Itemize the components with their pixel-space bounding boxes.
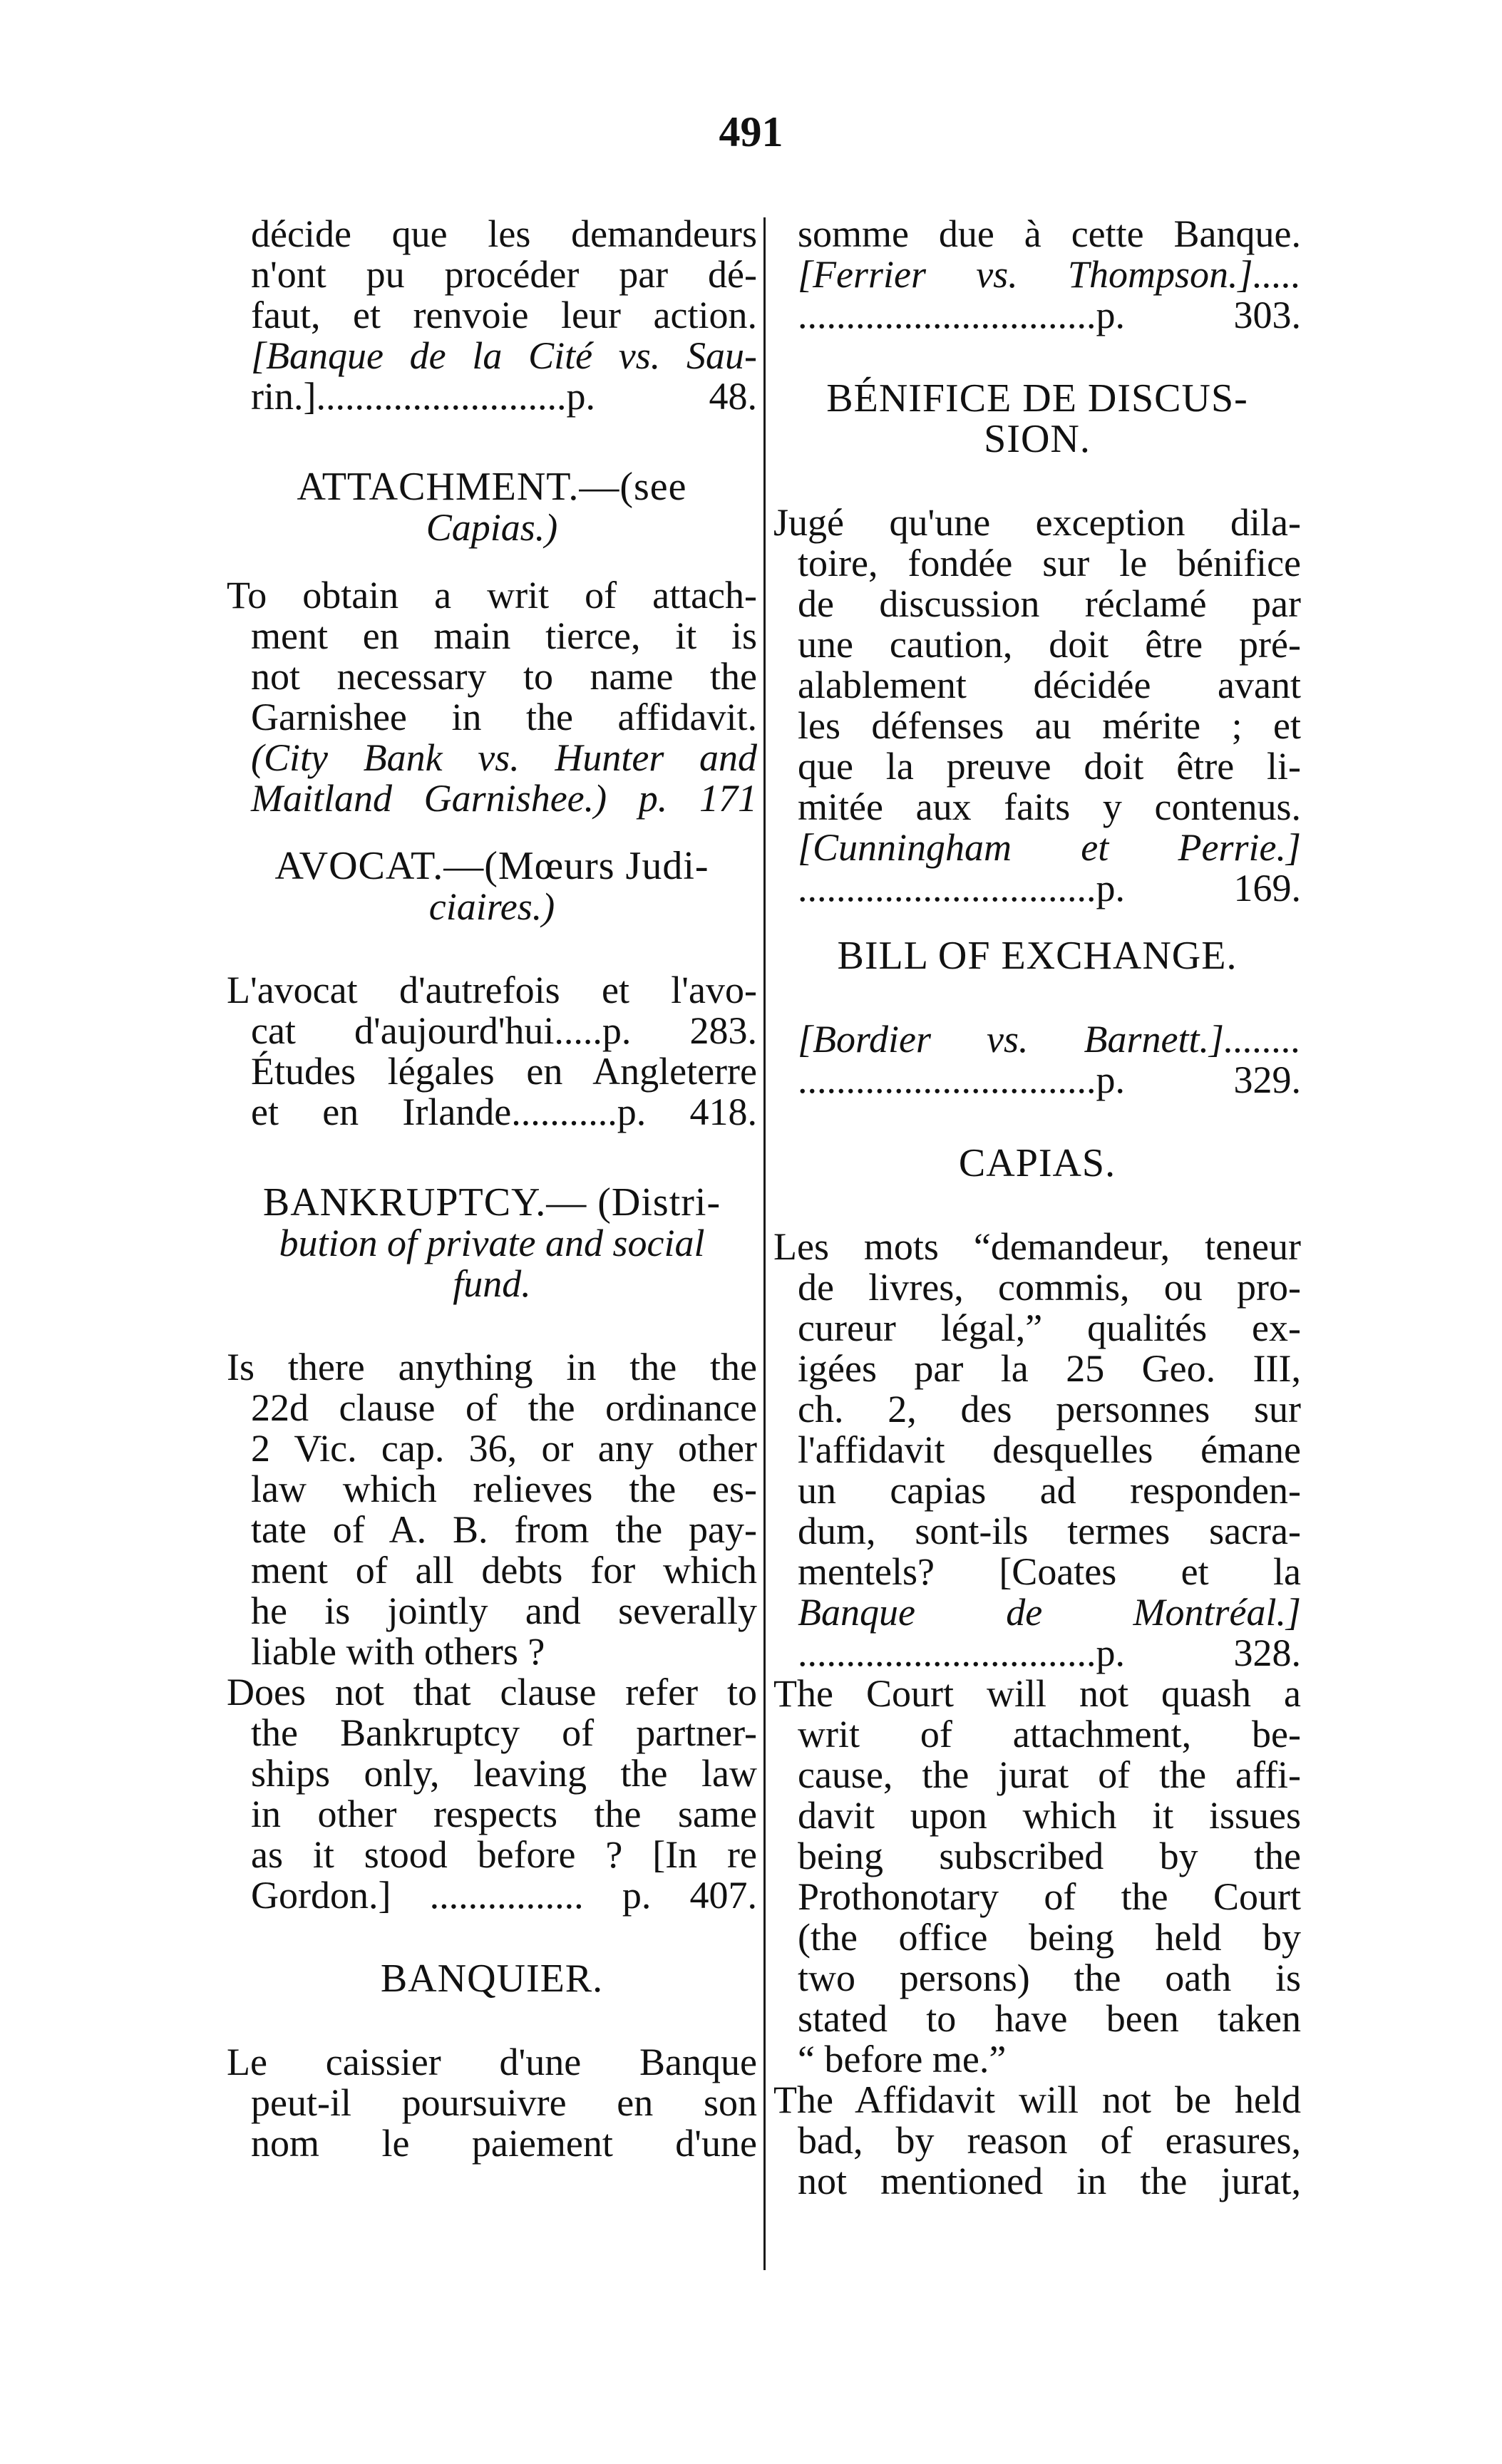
text-line: cause, the jurat of the affi- xyxy=(798,1753,1301,1796)
text-line: ...............................p. 303. xyxy=(798,294,1301,336)
text-line: ships only, leaving the law xyxy=(251,1752,757,1795)
text-line: et en Irlande...........p. 418. xyxy=(251,1091,757,1133)
text-line: décide que les demandeurs xyxy=(251,212,757,255)
text-line: de discussion réclamé par xyxy=(798,582,1301,625)
text-line: To obtain a writ of attach- xyxy=(227,574,757,617)
text-line: in other respects the same xyxy=(251,1793,757,1835)
text-line: Études légales en Angleterre xyxy=(251,1050,757,1093)
attachment-paragraph xyxy=(227,575,757,819)
text-line: l'affidavit desquelles émane xyxy=(798,1428,1301,1471)
text-line: davit upon which it issues xyxy=(798,1794,1301,1837)
text-line: Prothonotary of the Court xyxy=(798,1875,1301,1918)
entry-heading-cont: ciaires.) xyxy=(428,885,555,928)
text-line: rin.]..........................p. 48. xyxy=(251,375,757,418)
entry-heading-avocat: AVOCAT.—(Mœurs Judi- xyxy=(274,844,709,888)
text-line: que la preuve doit être li- xyxy=(798,745,1301,788)
text-line: Les mots “demandeur, teneur xyxy=(773,1225,1301,1268)
text-line: mentels? [Coates et la xyxy=(798,1550,1301,1593)
page-number: 491 xyxy=(719,108,783,155)
text-line: Garnishee in the affidavit. xyxy=(251,696,757,738)
text-line: les défenses au mérite ; et xyxy=(798,704,1301,747)
text-line: Gordon.] ................ p. 407. xyxy=(251,1874,757,1917)
text-line: the Bankruptcy of partner- xyxy=(251,1711,757,1754)
entry-heading-cont: Capias.) xyxy=(426,506,558,549)
entry-heading-cont: fund. xyxy=(453,1262,531,1305)
left-column xyxy=(227,214,757,2267)
text-line: Jugé qu'une exception dila- xyxy=(773,501,1301,544)
text-line: as it stood before ? [In re xyxy=(251,1833,757,1876)
text-line: mitée aux faits y contenus. xyxy=(798,785,1301,828)
banquier-paragraph xyxy=(227,2042,757,2164)
text-line: ...............................p. 328. xyxy=(798,1632,1301,1674)
text-line: The Affidavit will not be held xyxy=(773,2078,1301,2121)
text-line: (City Bank vs. Hunter and xyxy=(251,736,757,779)
bill-paragraph xyxy=(773,1019,1301,1100)
text-line: [Bordier vs. Barnett.]........ xyxy=(798,1018,1301,1061)
text-line: cat d'aujourd'hui.....p. 283. xyxy=(251,1009,757,1052)
text-line: somme due à cette Banque. xyxy=(798,212,1301,255)
text-line: bad, by reason of erasures, xyxy=(798,2119,1301,2162)
text-line: toire, fondée sur le bénifice xyxy=(798,542,1301,584)
entry-heading-benifice: BÉNIFICE DE DISCUS- xyxy=(826,376,1248,421)
right-intro-paragraph xyxy=(773,214,1301,336)
text-line: he is jointly and severally xyxy=(251,1589,757,1632)
entry-heading-bankruptcy: BANKRUPTCY.— (Distri- xyxy=(262,1180,721,1225)
entry-heading-cont: bution of private and social xyxy=(279,1222,705,1264)
text-line: dum, sont-ils termes sacra- xyxy=(798,1510,1301,1552)
text-line: nom le paiement d'une xyxy=(251,2122,757,2165)
text-line: Banque de Montréal.] xyxy=(798,1591,1301,1634)
text-line: (the office being held by xyxy=(798,1916,1301,1959)
text-line: [Ferrier vs. Thompson.]..... xyxy=(798,253,1301,296)
avocat-paragraph xyxy=(227,970,757,1133)
text-line: une caution, doit être pré- xyxy=(798,623,1301,666)
text-line: two persons) the oath is xyxy=(798,1957,1301,1999)
citation: [Banque de la Cité vs. Sau- xyxy=(251,334,757,377)
capias-paragraph xyxy=(773,1227,1301,2202)
text-line: ...............................p. 169. xyxy=(798,867,1301,909)
text-line: Maitland Garnishee.) p. 171 xyxy=(251,777,757,820)
text-line: de livres, commis, ou pro- xyxy=(798,1266,1301,1309)
text-line: not mentioned in the jurat, xyxy=(798,2160,1301,2202)
benifice-paragraph xyxy=(773,502,1301,909)
text-line: 2 Vic. cap. 36, or any other xyxy=(251,1427,757,1470)
left-intro-paragraph xyxy=(227,214,757,417)
text-line: being subscribed by the xyxy=(798,1835,1301,1877)
text-line: writ of attachment, be- xyxy=(798,1713,1301,1756)
right-column xyxy=(773,214,1301,2267)
text-line: faut, et renvoie leur action. xyxy=(251,294,757,336)
entry-heading-bill-of-exchange: BILL OF EXCHANGE. xyxy=(837,934,1238,978)
text-line: L'avocat d'autrefois et l'avo- xyxy=(227,969,757,1011)
text-line: ch. 2, des personnes sur xyxy=(798,1388,1301,1431)
entry-heading-banquier: BANQUIER. xyxy=(380,1957,604,2001)
text-line: Does not that clause refer to xyxy=(227,1671,757,1713)
text-line: not necessary to name the xyxy=(251,655,757,698)
text-line: igées par la 25 Geo. III, xyxy=(798,1347,1301,1390)
text-line: “ before me.” xyxy=(798,2038,1007,2081)
entry-heading-capias: CAPIAS. xyxy=(958,1141,1116,1185)
text-line: tate of A. B. from the pay- xyxy=(251,1508,757,1551)
bankruptcy-paragraph xyxy=(227,1347,757,1916)
text-line: Le caissier d'une Banque xyxy=(227,2041,757,2083)
text-line: law which relieves the es- xyxy=(251,1468,757,1510)
text-line: cureur légal,” qualités ex- xyxy=(798,1306,1301,1349)
text-line: Is there anything in the the xyxy=(227,1346,757,1388)
entry-heading-cont: SION. xyxy=(984,417,1091,461)
text-line: ment of all debts for which xyxy=(251,1549,757,1592)
text-line xyxy=(227,336,757,376)
column-divider xyxy=(763,217,766,2270)
text-line: The Court will not quash a xyxy=(773,1672,1301,1715)
text-line: ...............................p. 329. xyxy=(798,1058,1301,1101)
text-line: [Cunningham et Perrie.] xyxy=(798,826,1301,869)
text-line: liable with others ? xyxy=(251,1630,545,1673)
text-line: un capias ad responden- xyxy=(798,1469,1301,1512)
entry-heading-attachment: ATTACHMENT.—(see xyxy=(297,465,687,509)
text-line: stated to have been taken xyxy=(798,1997,1301,2040)
text-line: alablement décidée avant xyxy=(798,664,1301,706)
text-line: 22d clause of the ordinance xyxy=(251,1386,757,1429)
text-line: ment en main tierce, it is xyxy=(251,614,757,657)
text-line: n'ont pu procéder par dé- xyxy=(251,253,757,296)
text-line: peut-il poursuivre en son xyxy=(251,2081,757,2124)
